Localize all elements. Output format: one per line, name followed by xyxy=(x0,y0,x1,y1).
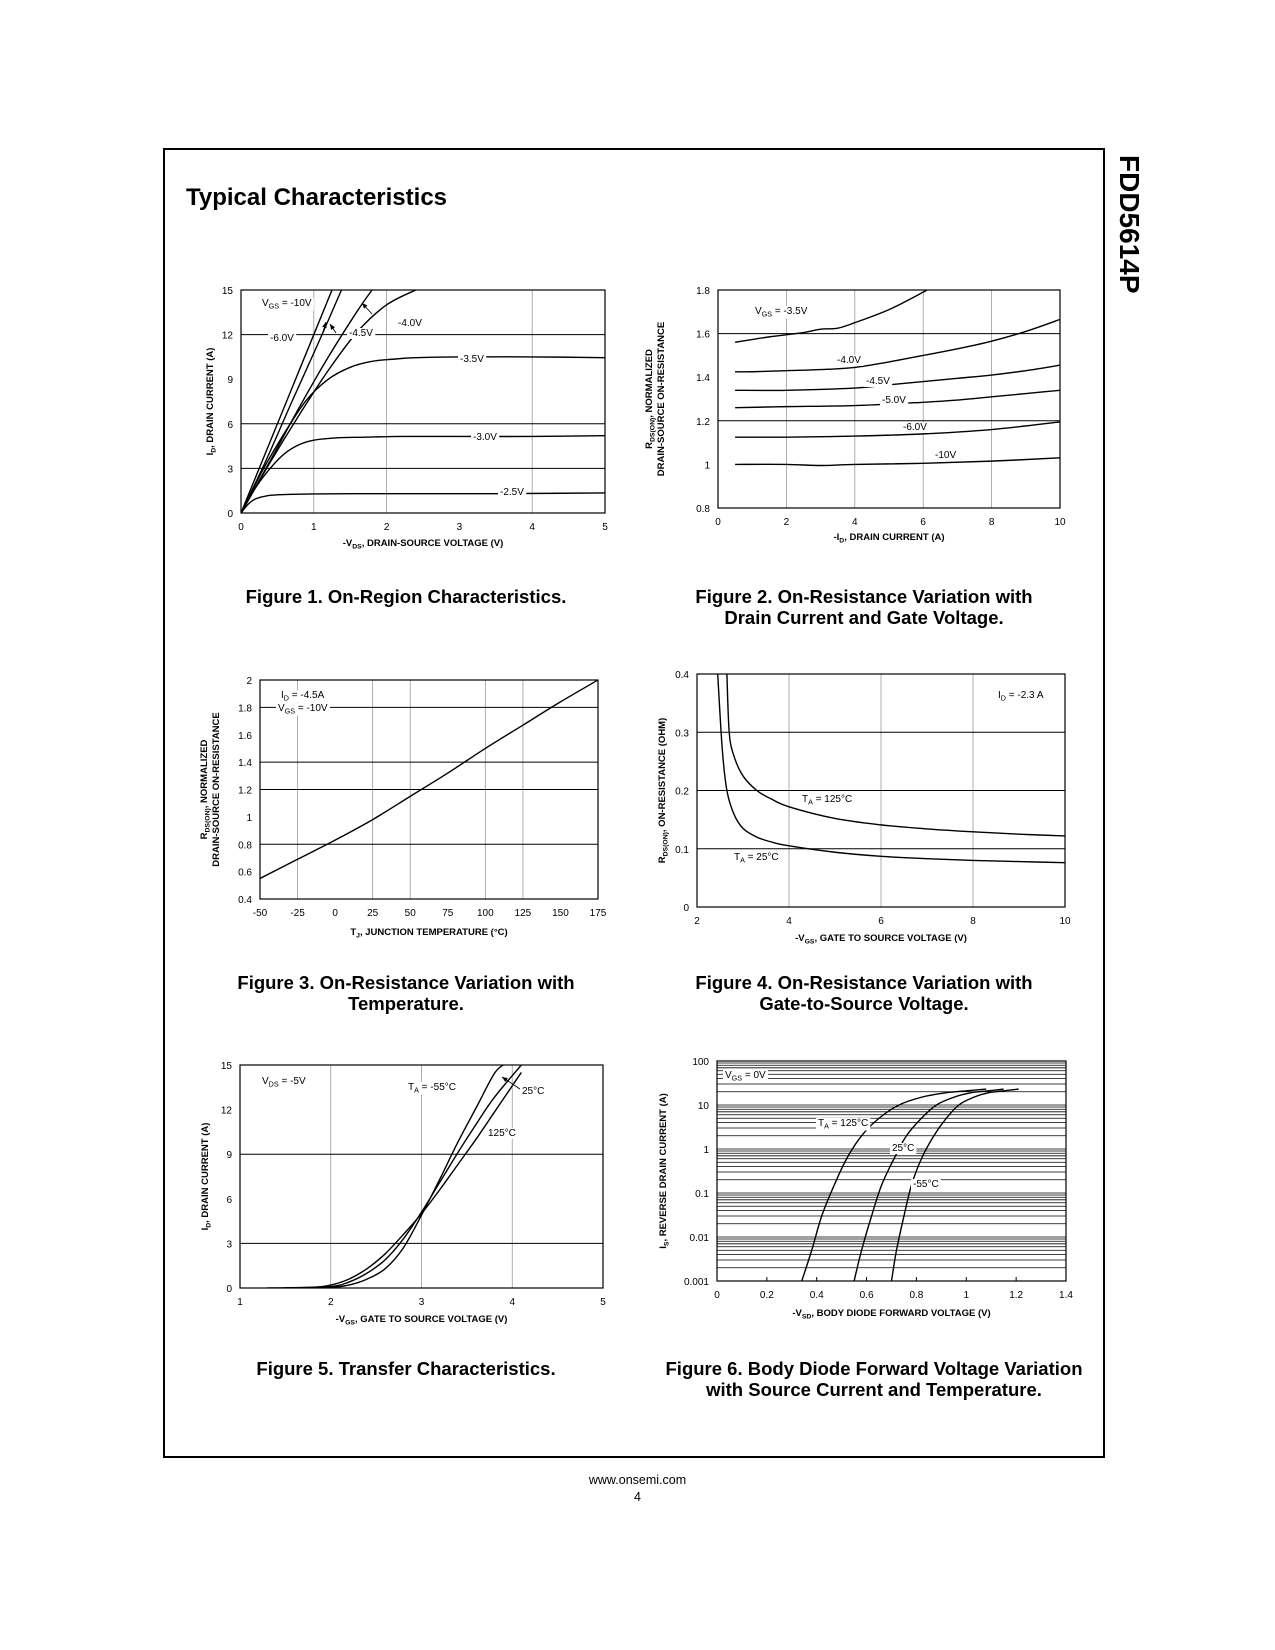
chart-annotation: -6.0V xyxy=(903,422,927,433)
x-axis-title: $-V_{SD}$, BODY DIODE FORWARD VOLTAGE (V) xyxy=(792,1308,991,1321)
x-axis-title: $T_J$, JUNCTION TEMPERATURE (°C) xyxy=(350,927,508,940)
y-tick-label: 15 xyxy=(221,286,233,297)
x-tick-label: 10 xyxy=(1059,916,1071,927)
x-tick-label: -25 xyxy=(290,908,305,919)
x-tick-label: 6 xyxy=(920,517,926,528)
caption-line: Gate-to-Source Voltage. xyxy=(759,993,969,1014)
y-tick-label: 3 xyxy=(227,464,233,476)
x-tick-label: 50 xyxy=(404,908,416,919)
x-tick-label: 0 xyxy=(332,908,338,919)
y-axis-title-line: $R_{DS(ON)}$, ON-RESISTANCE (OHM) xyxy=(657,717,670,864)
series-line xyxy=(241,290,332,513)
y-tick-label: 1.4 xyxy=(238,758,252,770)
series-line xyxy=(285,1065,503,1288)
y-axis-title-line: $I_S$, REVERSE DRAIN CURRENT (A) xyxy=(658,1093,671,1249)
y-tick-label: 0.3 xyxy=(675,728,689,740)
y-axis-title-line: $I_D$, DRAIN CURRENT (A) xyxy=(205,347,218,456)
x-tick-label: 0.6 xyxy=(859,1290,874,1301)
x-axis-title: $-V_{DS}$, DRAIN-SOURCE VOLTAGE (V) xyxy=(342,538,504,551)
x-axis-title: $-I_D$, DRAIN CURRENT (A) xyxy=(833,532,945,545)
y-axis-title-line: $R_{DS(ON)}$, NORMALIZED xyxy=(644,349,657,449)
x-tick-label: 2 xyxy=(783,517,790,528)
caption-line: Drain Current and Gate Voltage. xyxy=(724,607,1004,628)
chart-annotation: -4.0V xyxy=(398,318,422,329)
y-axis-title xyxy=(205,348,217,456)
figure-2-caption xyxy=(644,586,1084,628)
x-tick-label: 8 xyxy=(970,916,976,927)
y-tick-label: 9 xyxy=(226,1150,232,1162)
plot-frame xyxy=(717,1061,1066,1281)
y-tick-label: 0.4 xyxy=(675,670,689,681)
series-line xyxy=(267,1072,521,1288)
x-tick-label: 2 xyxy=(383,522,390,533)
chart-annotation: $V_{GS} = -10V$ xyxy=(262,298,312,311)
y-tick-label: 0.1 xyxy=(675,844,689,856)
caption-line: Figure 5. Transfer Characteristics. xyxy=(256,1358,556,1379)
series-line xyxy=(735,458,1060,466)
chart-annotation: -4.0V xyxy=(837,355,861,366)
y-tick-label: 0.8 xyxy=(696,504,710,515)
x-tick-label: 4 xyxy=(509,1297,516,1308)
x-tick-label: 8 xyxy=(988,517,995,528)
chart-annotation: $V_{GS} = 0V$ xyxy=(725,1070,766,1083)
arrow-head xyxy=(322,322,326,328)
series-line xyxy=(285,1065,521,1288)
page-number: 4 xyxy=(634,1490,641,1504)
y-tick-label: 15 xyxy=(220,1061,232,1072)
y-tick-label: 1.2 xyxy=(696,416,710,428)
y-tick-label: 1.6 xyxy=(238,730,252,742)
caption-line: Figure 3. On-Resistance Variation with xyxy=(237,972,575,993)
x-tick-label: 0 xyxy=(238,522,244,533)
x-tick-label: 5 xyxy=(600,1297,606,1308)
x-tick-label: 6 xyxy=(878,916,884,927)
chart-annotation: $T_A = 125^\circ C$ xyxy=(818,1118,869,1131)
x-tick-label: 0.8 xyxy=(909,1290,924,1301)
x-tick-label: 100 xyxy=(476,908,494,919)
caption-line: Figure 4. On-Resistance Variation with xyxy=(695,972,1033,993)
chart-annotation: -4.5V xyxy=(866,376,890,387)
chart-annotation: -3.5V xyxy=(460,354,484,365)
x-tick-label: 1 xyxy=(311,522,317,533)
chart-annotation: -5.0V xyxy=(882,395,906,406)
y-tick-label: 0 xyxy=(226,1284,232,1295)
x-tick-label: 1 xyxy=(963,1290,970,1301)
x-tick-label: 2 xyxy=(694,916,700,927)
x-tick-label: 4 xyxy=(852,517,858,528)
caption-line: Figure 1. On-Region Characteristics. xyxy=(245,586,567,607)
chart-annotation: 25°C xyxy=(522,1086,545,1097)
chart-2 xyxy=(644,286,1066,544)
figure-4-caption xyxy=(644,972,1084,1014)
y-tick-label: 0 xyxy=(683,903,689,914)
x-tick-label: 2 xyxy=(327,1297,334,1308)
y-tick-label: 0.01 xyxy=(689,1233,709,1244)
y-tick-label: 100 xyxy=(692,1057,709,1068)
chart-annotation: $T_A = 25^\circ C$ xyxy=(734,852,779,865)
y-tick-label: 0.1 xyxy=(695,1189,709,1200)
caption-line: with Source Current and Temperature. xyxy=(706,1379,1042,1400)
y-tick-label: 0.8 xyxy=(238,840,252,852)
y-tick-label: 0.001 xyxy=(683,1277,709,1288)
caption-line: Figure 2. On-Resistance Variation with xyxy=(695,586,1033,607)
y-tick-label: 1.8 xyxy=(238,703,252,715)
y-tick-label: 0.4 xyxy=(238,895,252,906)
y-tick-label: 9 xyxy=(227,375,233,387)
chart-annotation: $T_A = 125^\circ C$ xyxy=(802,794,853,807)
y-tick-label: 10 xyxy=(697,1101,709,1112)
chart-annotation: 25°C xyxy=(892,1143,915,1154)
y-tick-label: 12 xyxy=(220,1105,232,1117)
chart-annotation: -55°C xyxy=(913,1179,939,1190)
x-tick-label: 25 xyxy=(367,908,379,919)
x-tick-label: -50 xyxy=(252,908,268,919)
chart-annotation: $T_A = -55^\circ C$ xyxy=(408,1082,456,1095)
chart-annotation: $V_{DS} = -5V$ xyxy=(262,1076,306,1089)
y-tick-label: 0 xyxy=(227,509,233,520)
y-tick-label: 6 xyxy=(226,1194,232,1206)
x-tick-label: 0 xyxy=(715,517,721,528)
y-axis-title xyxy=(199,712,222,866)
chart-annotation: -10V xyxy=(935,450,957,461)
chart-3 xyxy=(199,676,607,939)
footer-url: www.onsemi.com xyxy=(588,1473,687,1487)
series-line xyxy=(241,436,605,513)
series-line xyxy=(735,319,1060,371)
arrow-head xyxy=(330,324,335,330)
x-tick-label: 1 xyxy=(237,1297,243,1308)
y-tick-label: 6 xyxy=(227,419,233,431)
chart-annotation: $V_{GS} = -3.5V$ xyxy=(755,306,808,319)
y-axis-title-line: $I_D$, DRAIN CURRENT (A) xyxy=(200,1122,213,1231)
x-tick-label: 75 xyxy=(442,908,454,919)
x-axis-title: $-V_{GS}$, GATE TO SOURCE VOLTAGE (V) xyxy=(335,1314,508,1327)
y-tick-label: 12 xyxy=(221,330,233,342)
figure-5-caption xyxy=(186,1358,626,1379)
y-axis-title-line: DRAIN-SOURCE ON-RESISTANCE xyxy=(656,321,667,477)
y-axis-title xyxy=(658,1093,670,1249)
y-axis-title xyxy=(657,718,669,864)
x-tick-label: 3 xyxy=(456,522,463,533)
y-axis-title-line: $R_{DS(ON)}$, NORMALIZED xyxy=(199,739,212,840)
figure-3-caption xyxy=(186,972,626,1014)
series-line xyxy=(241,493,605,513)
chart-5 xyxy=(200,1061,606,1326)
y-tick-label: 1.8 xyxy=(696,286,710,297)
chart-annotation: $V_{GS} = -10V$ xyxy=(278,703,328,716)
y-tick-label: 1 xyxy=(246,812,252,824)
y-tick-label: 1.2 xyxy=(238,785,252,797)
series-line xyxy=(241,290,341,513)
y-tick-label: 1.4 xyxy=(696,373,710,385)
chart-annotation: -6.0V xyxy=(270,333,294,344)
y-axis-title xyxy=(200,1123,212,1231)
x-tick-label: 10 xyxy=(1054,517,1066,528)
y-axis-title-line: DRAIN-SOURCE ON-RESISTANCE xyxy=(211,712,222,867)
figure-1-caption xyxy=(186,586,626,607)
chart-6 xyxy=(658,1057,1073,1320)
caption-line: Temperature. xyxy=(348,993,464,1014)
y-tick-label: 1 xyxy=(703,1145,709,1156)
series-line xyxy=(735,365,1060,390)
chart-annotation: 125°C xyxy=(488,1128,516,1139)
series-line xyxy=(241,290,416,513)
y-tick-label: 1 xyxy=(704,460,710,472)
figure-6-caption xyxy=(644,1358,1104,1400)
x-tick-label: 0 xyxy=(714,1290,720,1301)
series-line xyxy=(735,422,1060,437)
x-tick-label: 150 xyxy=(552,908,569,919)
x-tick-label: 5 xyxy=(602,522,608,533)
chart-annotation: $I_D = -2.3$ A xyxy=(998,690,1044,703)
chart-1 xyxy=(205,286,608,550)
chart-4 xyxy=(657,670,1071,945)
x-tick-label: 1.4 xyxy=(1059,1290,1073,1301)
section-title: Typical Characteristics xyxy=(186,184,448,211)
y-tick-label: 0.2 xyxy=(675,786,689,798)
x-tick-label: 0.2 xyxy=(759,1290,774,1301)
x-tick-label: 4 xyxy=(529,522,535,533)
x-tick-label: 4 xyxy=(786,916,792,927)
chart-annotation: $I_D = -4.5A$ xyxy=(281,690,325,703)
x-tick-label: 0.4 xyxy=(809,1290,824,1301)
x-tick-label: 1.2 xyxy=(1009,1290,1024,1301)
chart-annotation: -4.5V xyxy=(349,328,373,339)
y-tick-label: 0.6 xyxy=(238,867,252,879)
y-axis-title xyxy=(644,322,667,476)
x-axis-title: $-V_{GS}$, GATE TO SOURCE VOLTAGE (V) xyxy=(795,933,967,946)
caption-line: Figure 6. Body Diode Forward Voltage Variation xyxy=(665,1358,1083,1379)
x-tick-label: 3 xyxy=(418,1297,425,1308)
part-number: FDD5614P xyxy=(1114,155,1145,294)
y-tick-label: 1.6 xyxy=(696,329,710,341)
chart-annotation: -2.5V xyxy=(500,487,524,498)
x-tick-label: 175 xyxy=(589,908,607,919)
y-tick-label: 3 xyxy=(226,1239,232,1251)
y-tick-label: 2 xyxy=(246,676,252,687)
chart-annotation: -3.0V xyxy=(473,432,497,443)
x-tick-label: 125 xyxy=(514,908,532,919)
